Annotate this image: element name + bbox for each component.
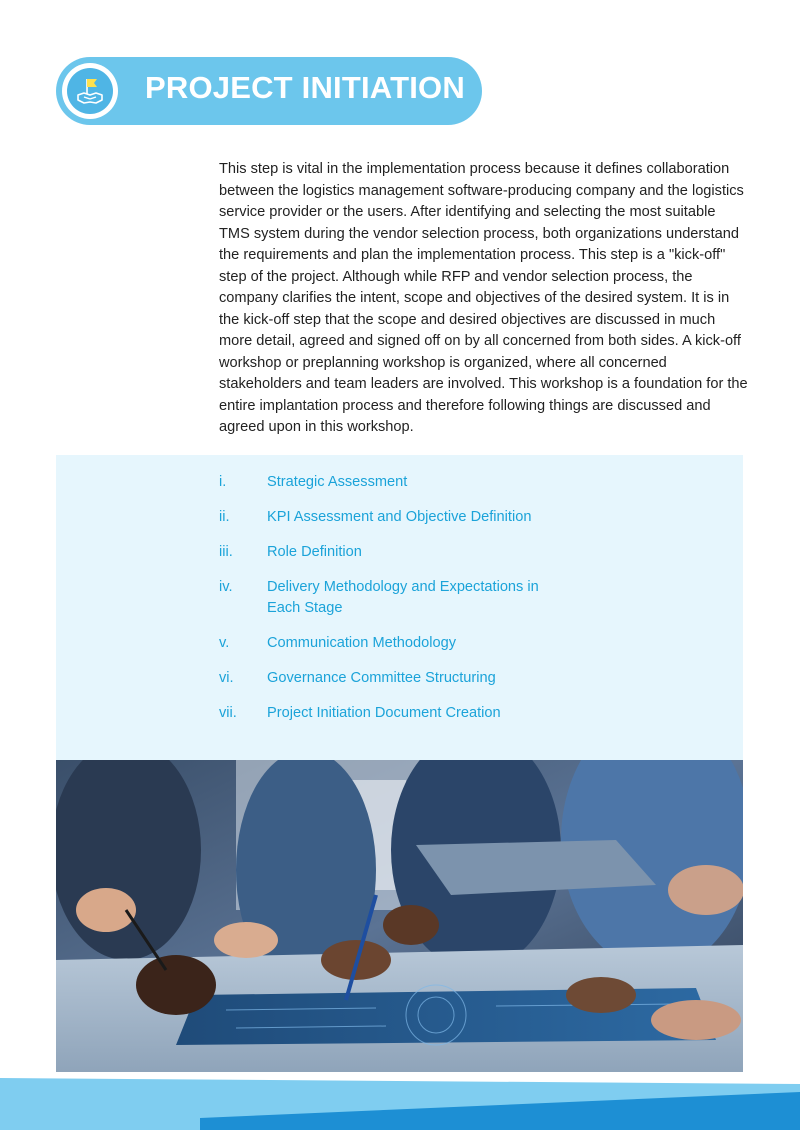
list-item — [219, 703, 739, 724]
list-item — [219, 668, 739, 689]
list-item-text: Strategic Assessment — [267, 474, 408, 490]
header-icon-badge — [62, 63, 118, 119]
list-item — [219, 542, 739, 563]
list-item-text: Delivery Methodology and Expectations in Each Stage — [267, 579, 539, 616]
list-item-number: i. — [219, 474, 227, 490]
list-item — [219, 507, 739, 528]
list-item-number: iii. — [219, 544, 233, 560]
handshake-flag-icon — [67, 68, 113, 114]
team-meeting-photo — [56, 760, 743, 1072]
list-item-text: Governance Committee Structuring — [267, 670, 496, 686]
list-item-text: KPI Assessment and Objective Definition — [267, 509, 532, 525]
page-title: PROJECT INITIATION — [145, 70, 465, 105]
list-item-number: vii. — [219, 705, 237, 721]
list-item-text: Communication Methodology — [267, 635, 457, 651]
list-item-number: v. — [219, 635, 230, 651]
list-item-number: vi. — [219, 670, 234, 686]
list-item-number: ii. — [219, 509, 230, 525]
list-item — [219, 633, 739, 654]
intro-paragraph: This step is vital in the implementation process because it defines collaboration between the logistics management software-producing company and the logistics service provider or the users. After identifying and selecting the most suitable TMS system during the vendor selection process, both organizations understand the requirements and plan the implementation process. This step is a "kick-off" step of the project. Although while RFP and vendor selection process, the company clarifies the intent, scope and objectives of the desired system. It is in the kick-off step that the scope and desired objectives are discussed in much more detail, agreed and signed off on by all concerned from both sides. A kick-off workshop or preplanning workshop is organized, where all concerned stakeholders and team leaders are involved. This workshop is a foundation for the entire implantation process and therefore following things are discussed and agreed upon in this workshop. — [219, 161, 748, 435]
list-item — [219, 577, 739, 619]
footer-wave — [0, 1070, 800, 1130]
list-item — [219, 472, 739, 493]
list-item-number: iv. — [219, 579, 233, 595]
workshop-topics-list — [219, 472, 739, 738]
list-item-text: Role Definition — [267, 544, 362, 560]
list-item-text: Project Initiation Document Creation — [267, 705, 501, 721]
